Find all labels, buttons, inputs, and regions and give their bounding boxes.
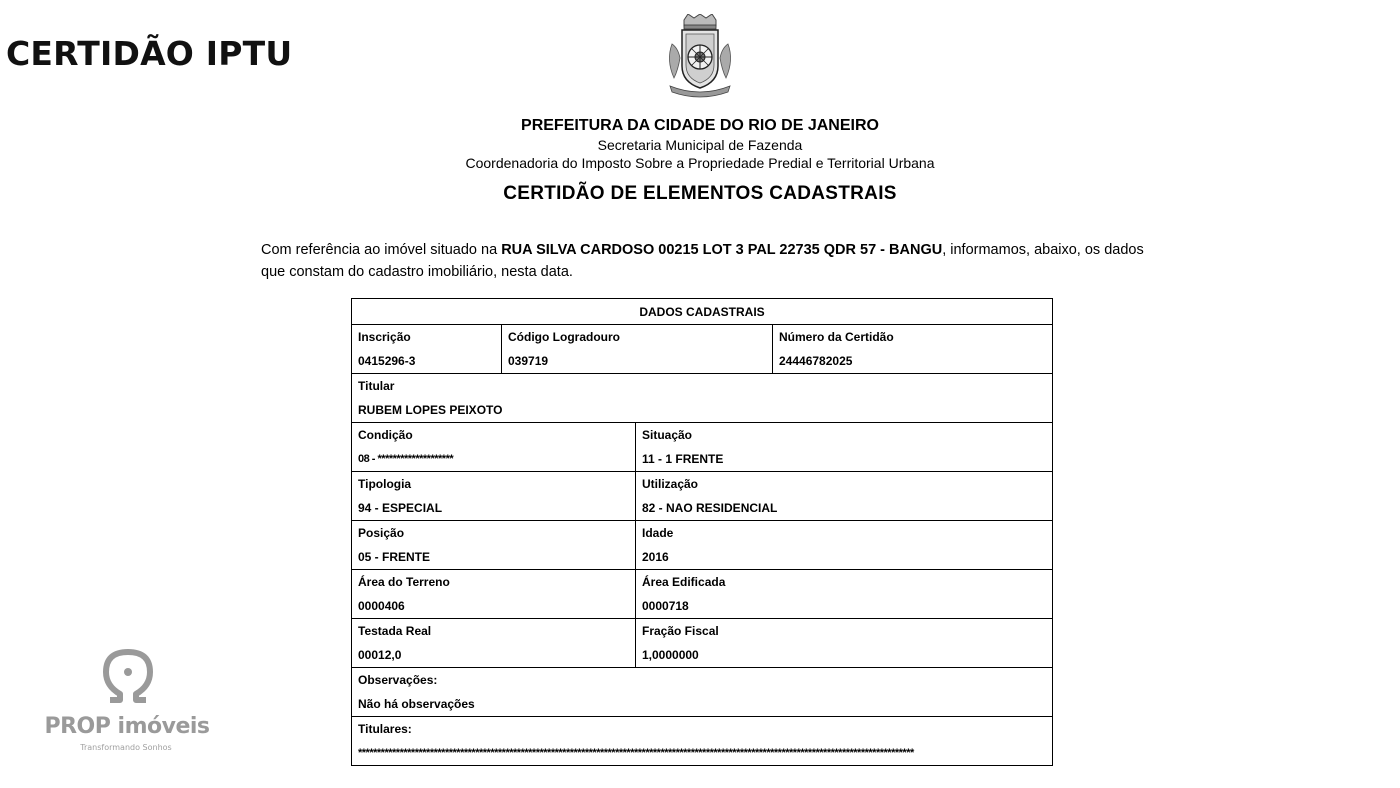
titular-value: RUBEM LOPES PEIXOTO	[352, 398, 1053, 423]
logo-tagline: Transformando Sonhos	[80, 743, 172, 752]
certidao-label: Número da Certidão	[773, 325, 1053, 350]
document-title: CERTIDÃO DE ELEMENTOS CADASTRAIS	[503, 183, 897, 204]
department-name: Secretaria Municipal de Fazenda	[597, 137, 803, 153]
area-edificada-value: 0000718	[636, 594, 1053, 619]
titulares-value: ***************************************************************************************************************************************************	[352, 741, 1053, 766]
posicao-value: 05 - FRENTE	[352, 545, 636, 570]
tipologia-value: 94 - ESPECIAL	[352, 496, 636, 521]
utilizacao-label: Utilização	[636, 472, 1053, 497]
idade-value: 2016	[636, 545, 1053, 570]
titular-label: Titular	[352, 374, 1053, 399]
prop-imoveis-logo	[36, 646, 216, 756]
slide-title: CERTIDÃO IPTU	[6, 34, 293, 73]
inscricao-label: Inscrição	[352, 325, 502, 350]
inscricao-value: 0415296-3	[352, 349, 502, 374]
intro-prefix: Com referência ao imóvel situado na	[261, 242, 502, 258]
testada-value: 00012,0	[352, 643, 636, 668]
coordination-name: Coordenadoria do Imposto Sobre a Propriedade Predial e Territorial Urbana	[465, 155, 935, 171]
intro-suffix: , informamos, abaixo, os dados que constam do cadastro imobiliário, nesta data.	[261, 242, 1144, 280]
table-heading: DADOS CADASTRAIS	[352, 299, 1053, 325]
cadastral-data-table	[351, 298, 1053, 766]
city-coat-of-arms	[662, 14, 738, 98]
posicao-label: Posição	[352, 521, 636, 546]
fracao-value: 1,0000000	[636, 643, 1053, 668]
area-terreno-value: 0000406	[352, 594, 636, 619]
fracao-label: Fração Fiscal	[636, 619, 1053, 644]
situacao-label: Situação	[636, 423, 1053, 448]
tipologia-label: Tipologia	[352, 472, 636, 497]
intro-paragraph	[261, 239, 1151, 283]
area-edificada-label: Área Edificada	[636, 570, 1053, 595]
institution-name: PREFEITURA DA CIDADE DO RIO DE JANEIRO	[521, 117, 879, 134]
logo-name: PROP imóveis	[44, 714, 210, 739]
situacao-value: 11 - 1 FRENTE	[636, 447, 1053, 472]
utilizacao-value: 82 - NAO RESIDENCIAL	[636, 496, 1053, 521]
certidao-value: 24446782025	[773, 349, 1053, 374]
titulares-label: Titulares:	[352, 717, 1053, 742]
testada-label: Testada Real	[352, 619, 636, 644]
idade-label: Idade	[636, 521, 1053, 546]
property-address: RUA SILVA CARDOSO 00215 LOT 3 PAL 22735 QDR 57 - BANGU	[501, 242, 943, 258]
logradouro-value: 039719	[502, 349, 773, 374]
omega-logo-icon	[100, 646, 156, 708]
condicao-label: Condição	[352, 423, 636, 448]
logradouro-label: Código Logradouro	[502, 325, 773, 350]
area-terreno-label: Área do Terreno	[352, 570, 636, 595]
observacoes-value: Não há observações	[352, 692, 1053, 717]
observacoes-label: Observações:	[352, 668, 1053, 693]
condicao-value: 08 - ********************	[352, 447, 636, 472]
